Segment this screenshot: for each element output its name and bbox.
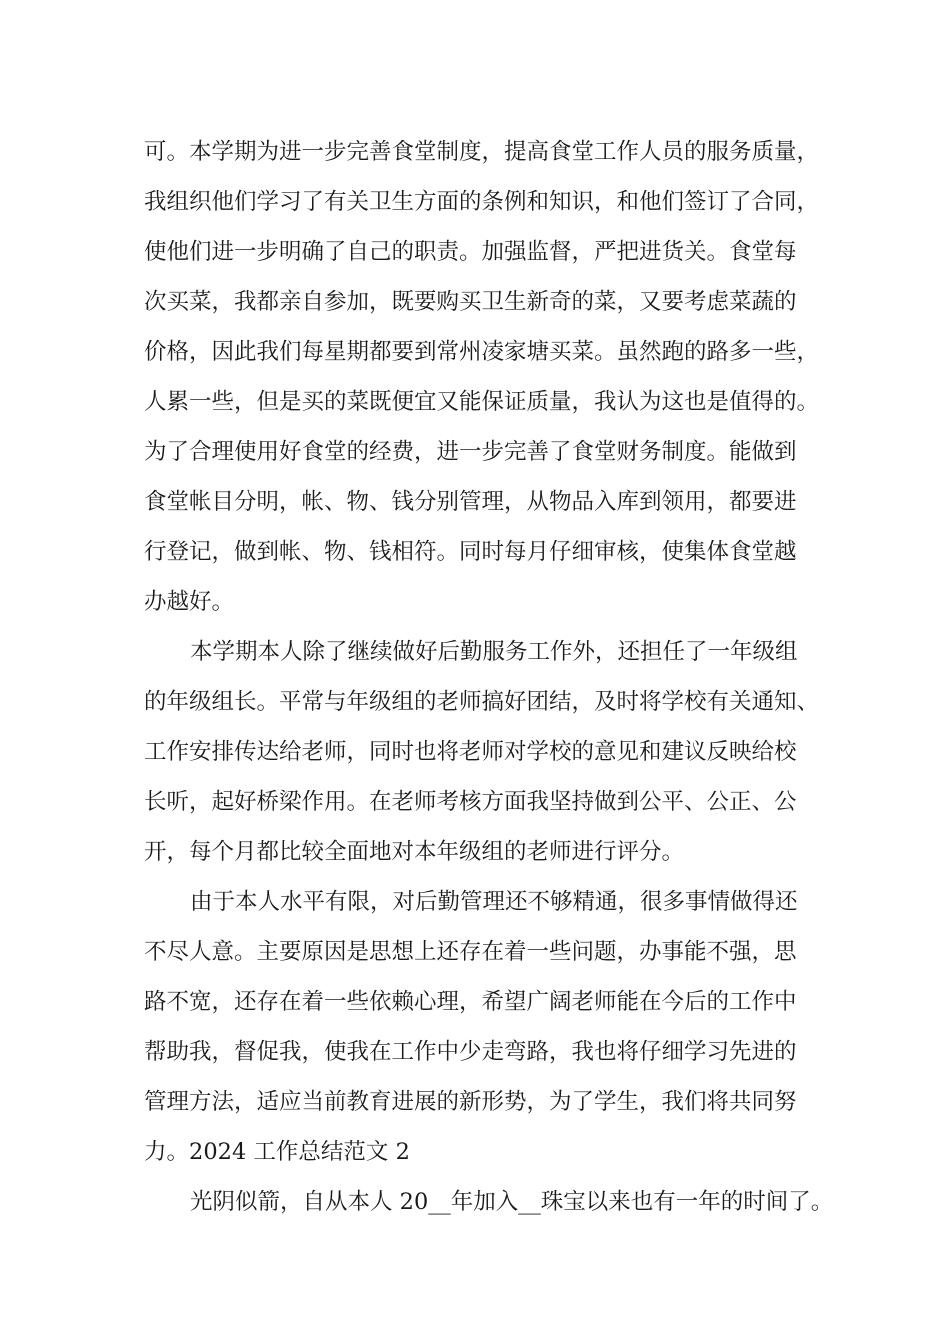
text-line: 力。2024 工作总结范文 2 [144,1139,410,1165]
text-line: 不尽人意。主要原因是思想上还存在着一些问题，办事能不强，思 [144,939,797,965]
text-line: 路不宽，还存在着一些依赖心理，希望广阔老师能在今后的工作中 [144,989,797,1015]
text-line: 我组织他们学习了有关卫生方面的条例和知识，和他们签订了合同， [144,189,820,215]
text-line: 由于本人水平有限，对后勤管理还不够精通，很多事情做得还 [190,889,798,915]
text-line: 人累一些，但是买的菜既便宜又能保证质量，我认为这也是值得的。 [144,389,820,415]
text-line: 次买菜，我都亲自参加，既要购买卫生新奇的菜，又要考虑菜蔬的 [144,289,797,315]
text-line: 可。本学期为进一步完善食堂制度，提高食堂工作人员的服务质量， [144,139,820,165]
text-line: 的年级组长。平常与年级组的老师搞好团结，及时将学校有关通知、 [144,689,820,715]
text-line: 办越好。 [144,589,235,615]
text-line: 光阴似箭，自从本人 20__年加入__珠宝以来也有一年的时间了。 [190,1189,834,1215]
text-line: 为了合理使用好食堂的经费，进一步完善了食堂财务制度。能做到 [144,439,797,465]
text-line: 价格，因此我们每星期都要到常州凌家塘买菜。虽然跑的路多一些， [144,339,820,365]
text-line: 食堂帐目分明，帐、物、钱分别管理，从物品入库到领用，都要进 [144,489,797,515]
document-body [144,127,834,1227]
text-line: 长听，起好桥梁作用。在老师考核方面我坚持做到公平、公正、公 [144,789,797,815]
text-line: 帮助我，督促我，使我在工作中少走弯路，我也将仔细学习先进的 [144,1039,797,1065]
text-line: 行登记，做到帐、物、钱相符。同时每月仔细审核，使集体食堂越 [144,539,797,565]
text-line: 本学期本人除了继续做好后勤服务工作外，还担任了一年级组 [190,639,798,665]
text-line: 使他们进一步明确了自己的职责。加强监督，严把进货关。食堂每 [144,239,797,265]
text-line: 管理方法，适应当前教育进展的新形势，为了学生，我们将共同努 [144,1089,797,1115]
text-line: 工作安排传达给老师，同时也将老师对学校的意见和建议反映给校 [144,739,797,765]
text-line: 开，每个月都比较全面地对本年级组的老师进行评分。 [144,839,685,865]
